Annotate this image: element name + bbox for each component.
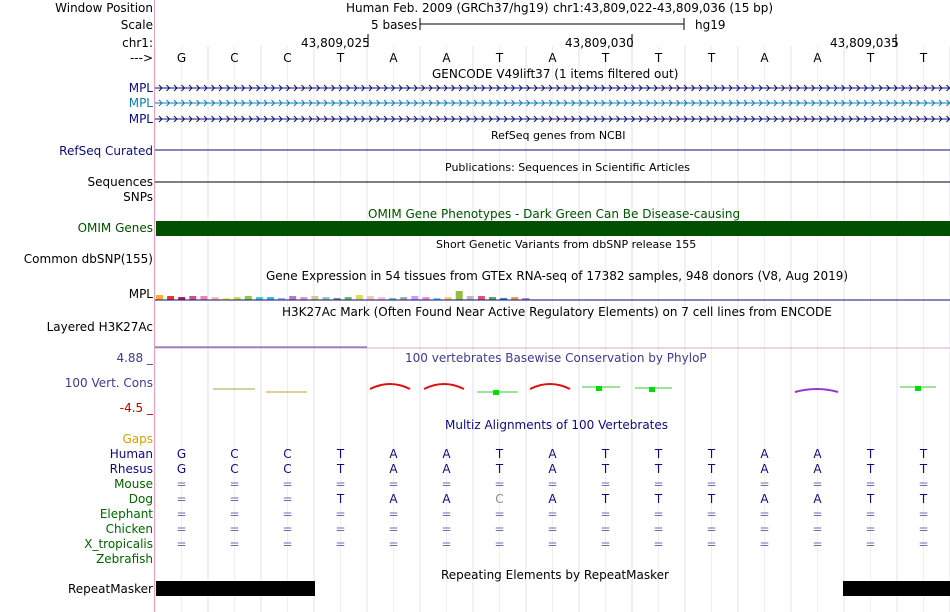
alignment-base: =: [494, 522, 505, 536]
gtex-tissue-bar: [467, 296, 474, 300]
base-letter: T: [707, 51, 716, 65]
alignment-base: T: [601, 462, 610, 476]
base-letter: A: [389, 51, 398, 65]
scale-label: Scale: [120, 18, 153, 32]
assembly-text: Human Feb. 2009 (GRCh37/hg19): [346, 1, 549, 15]
alignment-base: =: [282, 537, 293, 551]
base-letter: A: [548, 51, 557, 65]
alignment-base: =: [812, 477, 823, 491]
alignment-base: =: [706, 522, 717, 536]
alignment-base: A: [389, 447, 398, 461]
alignment-base: T: [866, 447, 875, 461]
alignment-base: A: [813, 447, 822, 461]
chrom-label: chr1:: [122, 36, 153, 50]
alignment-base: =: [547, 507, 558, 521]
gtex-tissue-bar: [189, 296, 196, 300]
alignment-base: =: [229, 537, 240, 551]
omim-label[interactable]: OMIM Genes: [77, 221, 153, 235]
alignment-base: T: [495, 462, 504, 476]
base-letter: C: [283, 51, 292, 65]
alignment-base: T: [654, 492, 663, 506]
alignment-base: T: [866, 492, 875, 506]
alignment-base: =: [812, 507, 823, 521]
alignment-base: C: [283, 447, 292, 461]
alignment-base: =: [918, 522, 929, 536]
alignment-base: G: [176, 447, 187, 461]
alignment-base: A: [389, 492, 398, 506]
gtex-tissue-bar: [411, 296, 418, 300]
coord-1: 43,809,025: [301, 36, 370, 50]
alignment-base: =: [865, 522, 876, 536]
dbsnp-title: Short Genetic Variants from dbSNP release 155: [436, 238, 697, 251]
alignment-base: =: [494, 537, 505, 551]
alignment-base: T: [601, 447, 610, 461]
alignment-base: C: [283, 462, 292, 476]
repeat-block: [156, 581, 315, 596]
base-letter: T: [919, 51, 928, 65]
alignment-base: C: [495, 492, 504, 506]
repeat-title: Repeating Elements by RepeatMasker: [441, 568, 669, 582]
cons-max-label: 4.88 _: [116, 351, 153, 365]
alignment-base: A: [442, 447, 451, 461]
alignment-base: =: [388, 537, 399, 551]
alignment-base: =: [653, 507, 664, 521]
alignment-base: =: [229, 492, 240, 506]
cons-mark: [530, 384, 570, 389]
alignment-base: A: [760, 447, 769, 461]
alignment-base: =: [388, 507, 399, 521]
alignment-base: T: [707, 462, 716, 476]
gtex-label[interactable]: MPL: [128, 287, 153, 301]
cons-mark: [370, 384, 410, 389]
base-letter: C: [230, 51, 239, 65]
base-letter: A: [442, 51, 451, 65]
alignment-base: =: [918, 477, 929, 491]
alignment-base: =: [600, 477, 611, 491]
alignment-base: =: [600, 537, 611, 551]
alignment-base: =: [282, 477, 293, 491]
alignment-base: =: [706, 507, 717, 521]
alignment-base: A: [442, 462, 451, 476]
alignment-base: =: [441, 507, 452, 521]
scale-bar-text: 5 bases: [371, 18, 418, 32]
cons-mark: [795, 389, 838, 392]
coord-3: 43,809,035: [830, 36, 899, 50]
alignment-base: =: [282, 507, 293, 521]
alignment-base: C: [230, 462, 239, 476]
gtex-tissue-bar: [156, 295, 163, 300]
alignment-base: T: [336, 447, 345, 461]
refseq-title: RefSeq genes from NCBI: [491, 129, 626, 142]
pubs-label[interactable]: Sequences: [87, 175, 153, 189]
alignment-base: =: [229, 477, 240, 491]
alignment-base: A: [760, 462, 769, 476]
alignment-base: T: [654, 447, 663, 461]
alignment-base: A: [813, 462, 822, 476]
base-letter: T: [336, 51, 345, 65]
alignment-base: =: [176, 492, 187, 506]
alignment-base: A: [548, 462, 557, 476]
omim-title: OMIM Gene Phenotypes - Dark Green Can Be Disease-causing: [368, 207, 741, 221]
multiz-title: Multiz Alignments of 100 Vertebrates: [445, 418, 669, 432]
alignment-base: =: [282, 492, 293, 506]
strand-label: --->: [129, 51, 153, 65]
snps-label[interactable]: SNPs: [123, 190, 153, 204]
alignment-base: =: [759, 522, 770, 536]
alignment-base: =: [547, 537, 558, 551]
h3k27ac-label[interactable]: Layered H3K27Ac: [46, 320, 153, 334]
cons-mark: [493, 390, 499, 395]
alignment-base: =: [865, 537, 876, 551]
cons-mark: [649, 387, 655, 392]
alignment-base: =: [335, 477, 346, 491]
alignment-base: =: [865, 477, 876, 491]
alignment-base: =: [282, 522, 293, 536]
alignment-base: T: [919, 492, 928, 506]
species-label[interactable]: Dog: [128, 492, 153, 506]
alignment-base: T: [654, 462, 663, 476]
alignment-base: =: [547, 522, 558, 536]
cons-mark: [915, 386, 921, 391]
alignment-base: =: [388, 477, 399, 491]
cons-label[interactable]: 100 Vert. Cons: [64, 376, 153, 390]
dbsnp-label[interactable]: Common dbSNP(155): [23, 252, 153, 266]
alignment-base: T: [866, 462, 875, 476]
refseq-label[interactable]: RefSeq Curated: [59, 144, 153, 158]
alignment-base: =: [335, 522, 346, 536]
omim-bar: [156, 221, 950, 236]
alignment-base: =: [441, 522, 452, 536]
base-letter: T: [654, 51, 663, 65]
alignment-base: =: [918, 537, 929, 551]
species-label[interactable]: Human: [109, 447, 153, 461]
gtex-tissue-bar: [311, 296, 318, 300]
base-letter: A: [813, 51, 822, 65]
alignment-base: =: [388, 522, 399, 536]
alignment-base: A: [813, 492, 822, 506]
alignment-base: =: [176, 477, 187, 491]
alignment-base: =: [494, 507, 505, 521]
gencode-item-3[interactable]: MPL: [128, 112, 153, 126]
alignment-base: T: [707, 447, 716, 461]
gtex-tissue-bar: [167, 296, 174, 300]
base-letter: A: [760, 51, 769, 65]
alignment-base: =: [176, 507, 187, 521]
alignment-base: =: [706, 537, 717, 551]
alignment-base: =: [706, 477, 717, 491]
alignment-base: A: [442, 492, 451, 506]
alignment-base: =: [918, 507, 929, 521]
repeat-label[interactable]: RepeatMasker: [67, 582, 153, 596]
gaps-label[interactable]: Gaps: [122, 432, 153, 446]
alignment-base: =: [600, 522, 611, 536]
alignment-base: =: [759, 477, 770, 491]
alignment-base: =: [653, 477, 664, 491]
species-label[interactable]: Chicken: [105, 522, 153, 536]
alignment-base: A: [760, 492, 769, 506]
alignment-base: =: [653, 522, 664, 536]
alignment-base: =: [176, 537, 187, 551]
alignment-base: =: [653, 537, 664, 551]
alignment-base: A: [389, 462, 398, 476]
alignment-base: =: [547, 477, 558, 491]
base-letter: T: [866, 51, 875, 65]
gtex-tissue-bar: [200, 296, 207, 300]
base-letter: G: [176, 51, 187, 65]
gencode-item-1[interactable]: MPL: [128, 81, 153, 95]
gtex-tissue-bar: [245, 296, 252, 300]
alignment-base: =: [335, 537, 346, 551]
pubs-title: Publications: Sequences in Scientific Articles: [445, 161, 690, 174]
gtex-tissue-bar: [478, 296, 485, 300]
scale-db-text: hg19: [695, 18, 726, 32]
species-label[interactable]: X_tropicalis: [84, 537, 153, 551]
repeat-block: [843, 581, 950, 596]
species-label[interactable]: Mouse: [114, 477, 153, 491]
gencode-item-2[interactable]: MPL: [128, 96, 153, 110]
alignment-base: =: [812, 537, 823, 551]
alignment-base: =: [441, 477, 452, 491]
alignment-base: T: [601, 492, 610, 506]
alignment-base: =: [865, 507, 876, 521]
gencode-title: GENCODE V49lift37 (1 items filtered out): [432, 67, 679, 81]
alignment-base: A: [548, 447, 557, 461]
h3k27ac-title: H3K27Ac Mark (Often Found Near Active Regulatory Elements) on 7 cell lines from ENCODE: [282, 305, 832, 319]
position-text: chr1:43,809,022-43,809,036 (15 bp): [553, 1, 774, 15]
alignment-base: =: [494, 477, 505, 491]
alignment-base: =: [600, 507, 611, 521]
alignment-base: =: [335, 507, 346, 521]
window-position-label: Window Position: [55, 1, 153, 15]
alignment-base: =: [441, 537, 452, 551]
alignment-base: T: [336, 462, 345, 476]
alignment-base: =: [229, 522, 240, 536]
alignment-base: G: [176, 462, 187, 476]
gtex-tissue-bar: [456, 291, 463, 300]
alignment-base: =: [759, 507, 770, 521]
species-label[interactable]: Zebrafish: [96, 552, 153, 566]
gtex-tissue-bar: [356, 295, 363, 300]
coord-2: 43,809,030: [565, 36, 634, 50]
alignment-base: =: [229, 507, 240, 521]
base-letter: T: [495, 51, 504, 65]
species-label[interactable]: Rhesus: [109, 462, 153, 476]
gtex-tissue-bar: [367, 296, 374, 300]
cons-mark: [596, 386, 602, 391]
gtex-title: Gene Expression in 54 tissues from GTEx RNA-seq of 17382 samples, 948 donors (V8, Aug 2019): [266, 269, 849, 283]
alignment-base: T: [707, 492, 716, 506]
alignment-base: =: [812, 522, 823, 536]
gtex-tissue-bar: [289, 296, 296, 300]
alignment-base: =: [759, 537, 770, 551]
base-letter: T: [601, 51, 610, 65]
species-label[interactable]: Elephant: [99, 507, 153, 521]
alignment-base: A: [548, 492, 557, 506]
alignment-base: T: [495, 447, 504, 461]
alignment-base: T: [336, 492, 345, 506]
cons-title: 100 vertebrates Basewise Conservation by PhyloP: [405, 351, 707, 365]
cons-min-label: -4.5 _: [119, 401, 153, 415]
alignment-base: =: [176, 522, 187, 536]
alignment-base: T: [919, 462, 928, 476]
cons-mark: [424, 384, 464, 389]
alignment-base: C: [230, 447, 239, 461]
alignment-base: T: [919, 447, 928, 461]
